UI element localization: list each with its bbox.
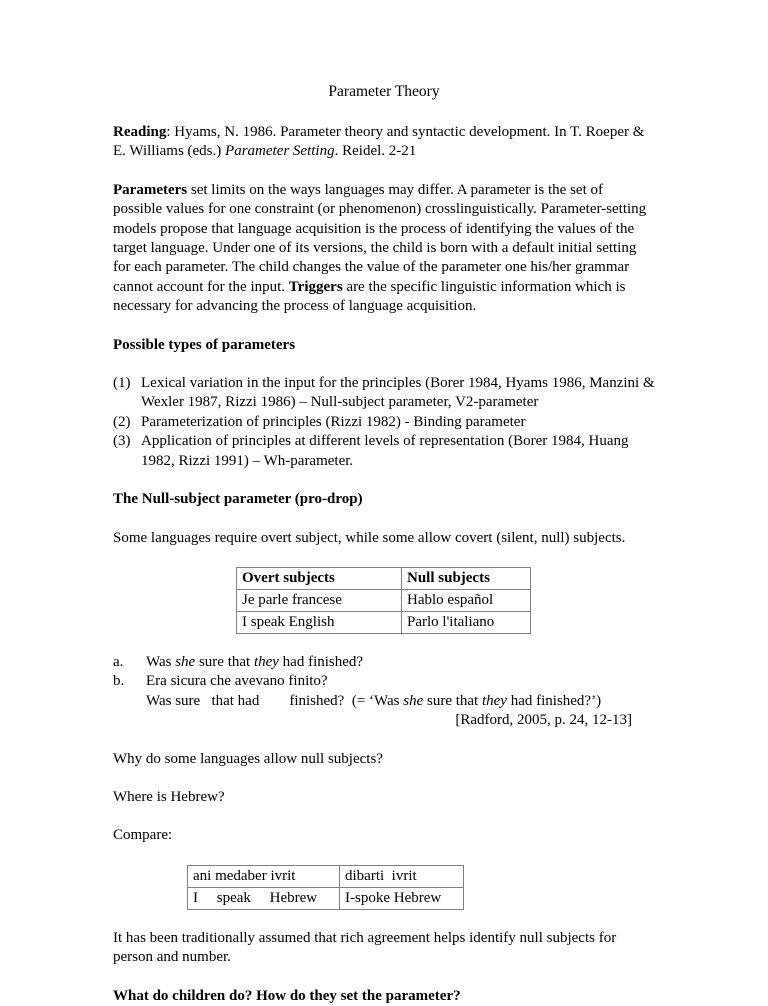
overt-null-table-wrapper: [236, 567, 655, 634]
list-item-text: Parameterization of principles (Rizzi 1982) - Binding parameter: [141, 413, 526, 430]
gloss-pre: Was sure that had finished? (= ‘Was: [146, 692, 404, 709]
table-cell: I speak English: [237, 611, 402, 633]
table-cell: ani medaber ivrit: [188, 865, 340, 887]
hebrew-examples-table: [187, 865, 464, 910]
gloss-post: had finished?’): [506, 692, 602, 709]
example-a-pre: Was: [146, 653, 176, 670]
null-subject-paragraph: Some languages require overt subject, while some allow covert (silent, null) subjects.: [113, 529, 626, 546]
table-cell: Hablo español: [402, 589, 531, 611]
document-content: [113, 82, 655, 1006]
parameters-term: Parameters: [113, 181, 188, 198]
closing-paragraph: It has been traditionally assumed that rich agreement helps identify null subjects for person and number.: [113, 929, 617, 966]
table-row: [237, 611, 531, 633]
table-row: [188, 865, 464, 887]
table-cell: I speak Hebrew: [188, 887, 340, 909]
table-header-cell: Overt subjects: [237, 567, 402, 589]
list-item-text: Lexical variation in the input for the principles (Borer 1984, Hyams 1986, Manzini & Wexler 1987, Rizzi 1986) – Null-subject parameter, V2-parameter: [141, 375, 655, 411]
reading-tail: . Reidel. 2-21: [334, 143, 417, 160]
section-heading-null-subject: The Null-subject parameter (pro-drop): [113, 491, 363, 508]
examples-list: [113, 653, 655, 711]
page-title: Parameter Theory: [328, 83, 440, 100]
list-item: [113, 374, 655, 413]
list-marker: a.: [113, 653, 124, 670]
example-b-gloss: [146, 692, 655, 711]
intro-part2: are the specific linguistic information which is necessary for advancing the process of language acquisition.: [113, 278, 626, 315]
section-heading-types: Possible types of parameters: [113, 336, 296, 353]
example-a-post: had finished?: [278, 653, 364, 670]
table-row: [188, 887, 464, 909]
overt-null-subjects-table: [236, 567, 531, 634]
gloss-mid: sure that: [423, 692, 482, 709]
gloss-italic-they: they: [481, 692, 507, 709]
spacer: [113, 910, 655, 929]
question-where-hebrew: Where is Hebrew?: [113, 788, 225, 805]
list-item: [113, 672, 655, 711]
example-a-italic-she: she: [175, 653, 196, 670]
table-cell: Parlo l'italiano: [402, 611, 531, 633]
list-marker: (3): [113, 433, 131, 450]
list-item: [113, 653, 655, 672]
reading-italic-title: Parameter Setting: [225, 143, 335, 160]
table-cell: Je parle francese: [237, 589, 402, 611]
spacer: [113, 968, 655, 987]
spacer: [113, 355, 655, 374]
spacer: [113, 634, 655, 653]
table-row: [237, 589, 531, 611]
triggers-term: Triggers: [288, 278, 343, 295]
spacer: [113, 846, 655, 865]
list-item: [113, 432, 655, 471]
table-cell: I-spoke Hebrew: [340, 887, 464, 909]
hebrew-table-wrapper: [187, 865, 655, 910]
final-question: What do children do? How do they set the parameter?: [113, 987, 461, 1004]
parameter-types-list: [113, 374, 655, 471]
spacer: [113, 471, 655, 490]
question-why-null-subjects: Why do some languages allow null subjects?: [113, 750, 383, 767]
citation-reference: [Radford, 2005, p. 24, 12-13]: [455, 712, 632, 729]
example-b-text: Era sicura che avevano finito?: [146, 673, 328, 690]
list-marker: (1): [113, 375, 131, 392]
list-item: [113, 413, 655, 432]
reading-text: : Hyams, N. 1986. Parameter theory and syntactic development. In T. Roeper & E. Williams (eds.): [113, 124, 645, 160]
spacer: [113, 162, 655, 181]
list-marker: b.: [113, 673, 125, 690]
spacer: [113, 548, 655, 567]
table-cell: dibarti ivrit: [340, 865, 464, 887]
spacer: [113, 510, 655, 529]
spacer: [113, 807, 655, 826]
spacer: [113, 317, 655, 336]
reading-label: Reading: [113, 124, 167, 140]
compare-label: Compare:: [113, 827, 173, 844]
table-row: [237, 567, 531, 589]
intro-part1: set limits on the ways languages may differ. A parameter is the set of possible values for one constraint (or phenomenon) crosslinguistically. Parameter-setting models propose that language acquisition is the process of identifying the values of the target language. Under one of its versions, the child is born with a default initial setting for each parameter. The child changes the value of the parameter one his/her grammar cannot account for the input.: [113, 181, 647, 295]
list-item-text: Application of principles at different levels of representation (Borer 1984, Huang 1982, Rizzi 1991) – Wh-parameter.: [141, 433, 629, 469]
table-header-cell: Null subjects: [402, 567, 531, 589]
intro-paragraph: [113, 181, 655, 317]
spacer: [113, 731, 655, 750]
example-a-italic-they: they: [253, 653, 279, 670]
example-a-mid: sure that: [195, 653, 254, 670]
list-marker: (2): [113, 413, 131, 430]
spacer: [113, 769, 655, 788]
gloss-italic-she: she: [403, 692, 424, 709]
reading-paragraph: [113, 123, 655, 162]
